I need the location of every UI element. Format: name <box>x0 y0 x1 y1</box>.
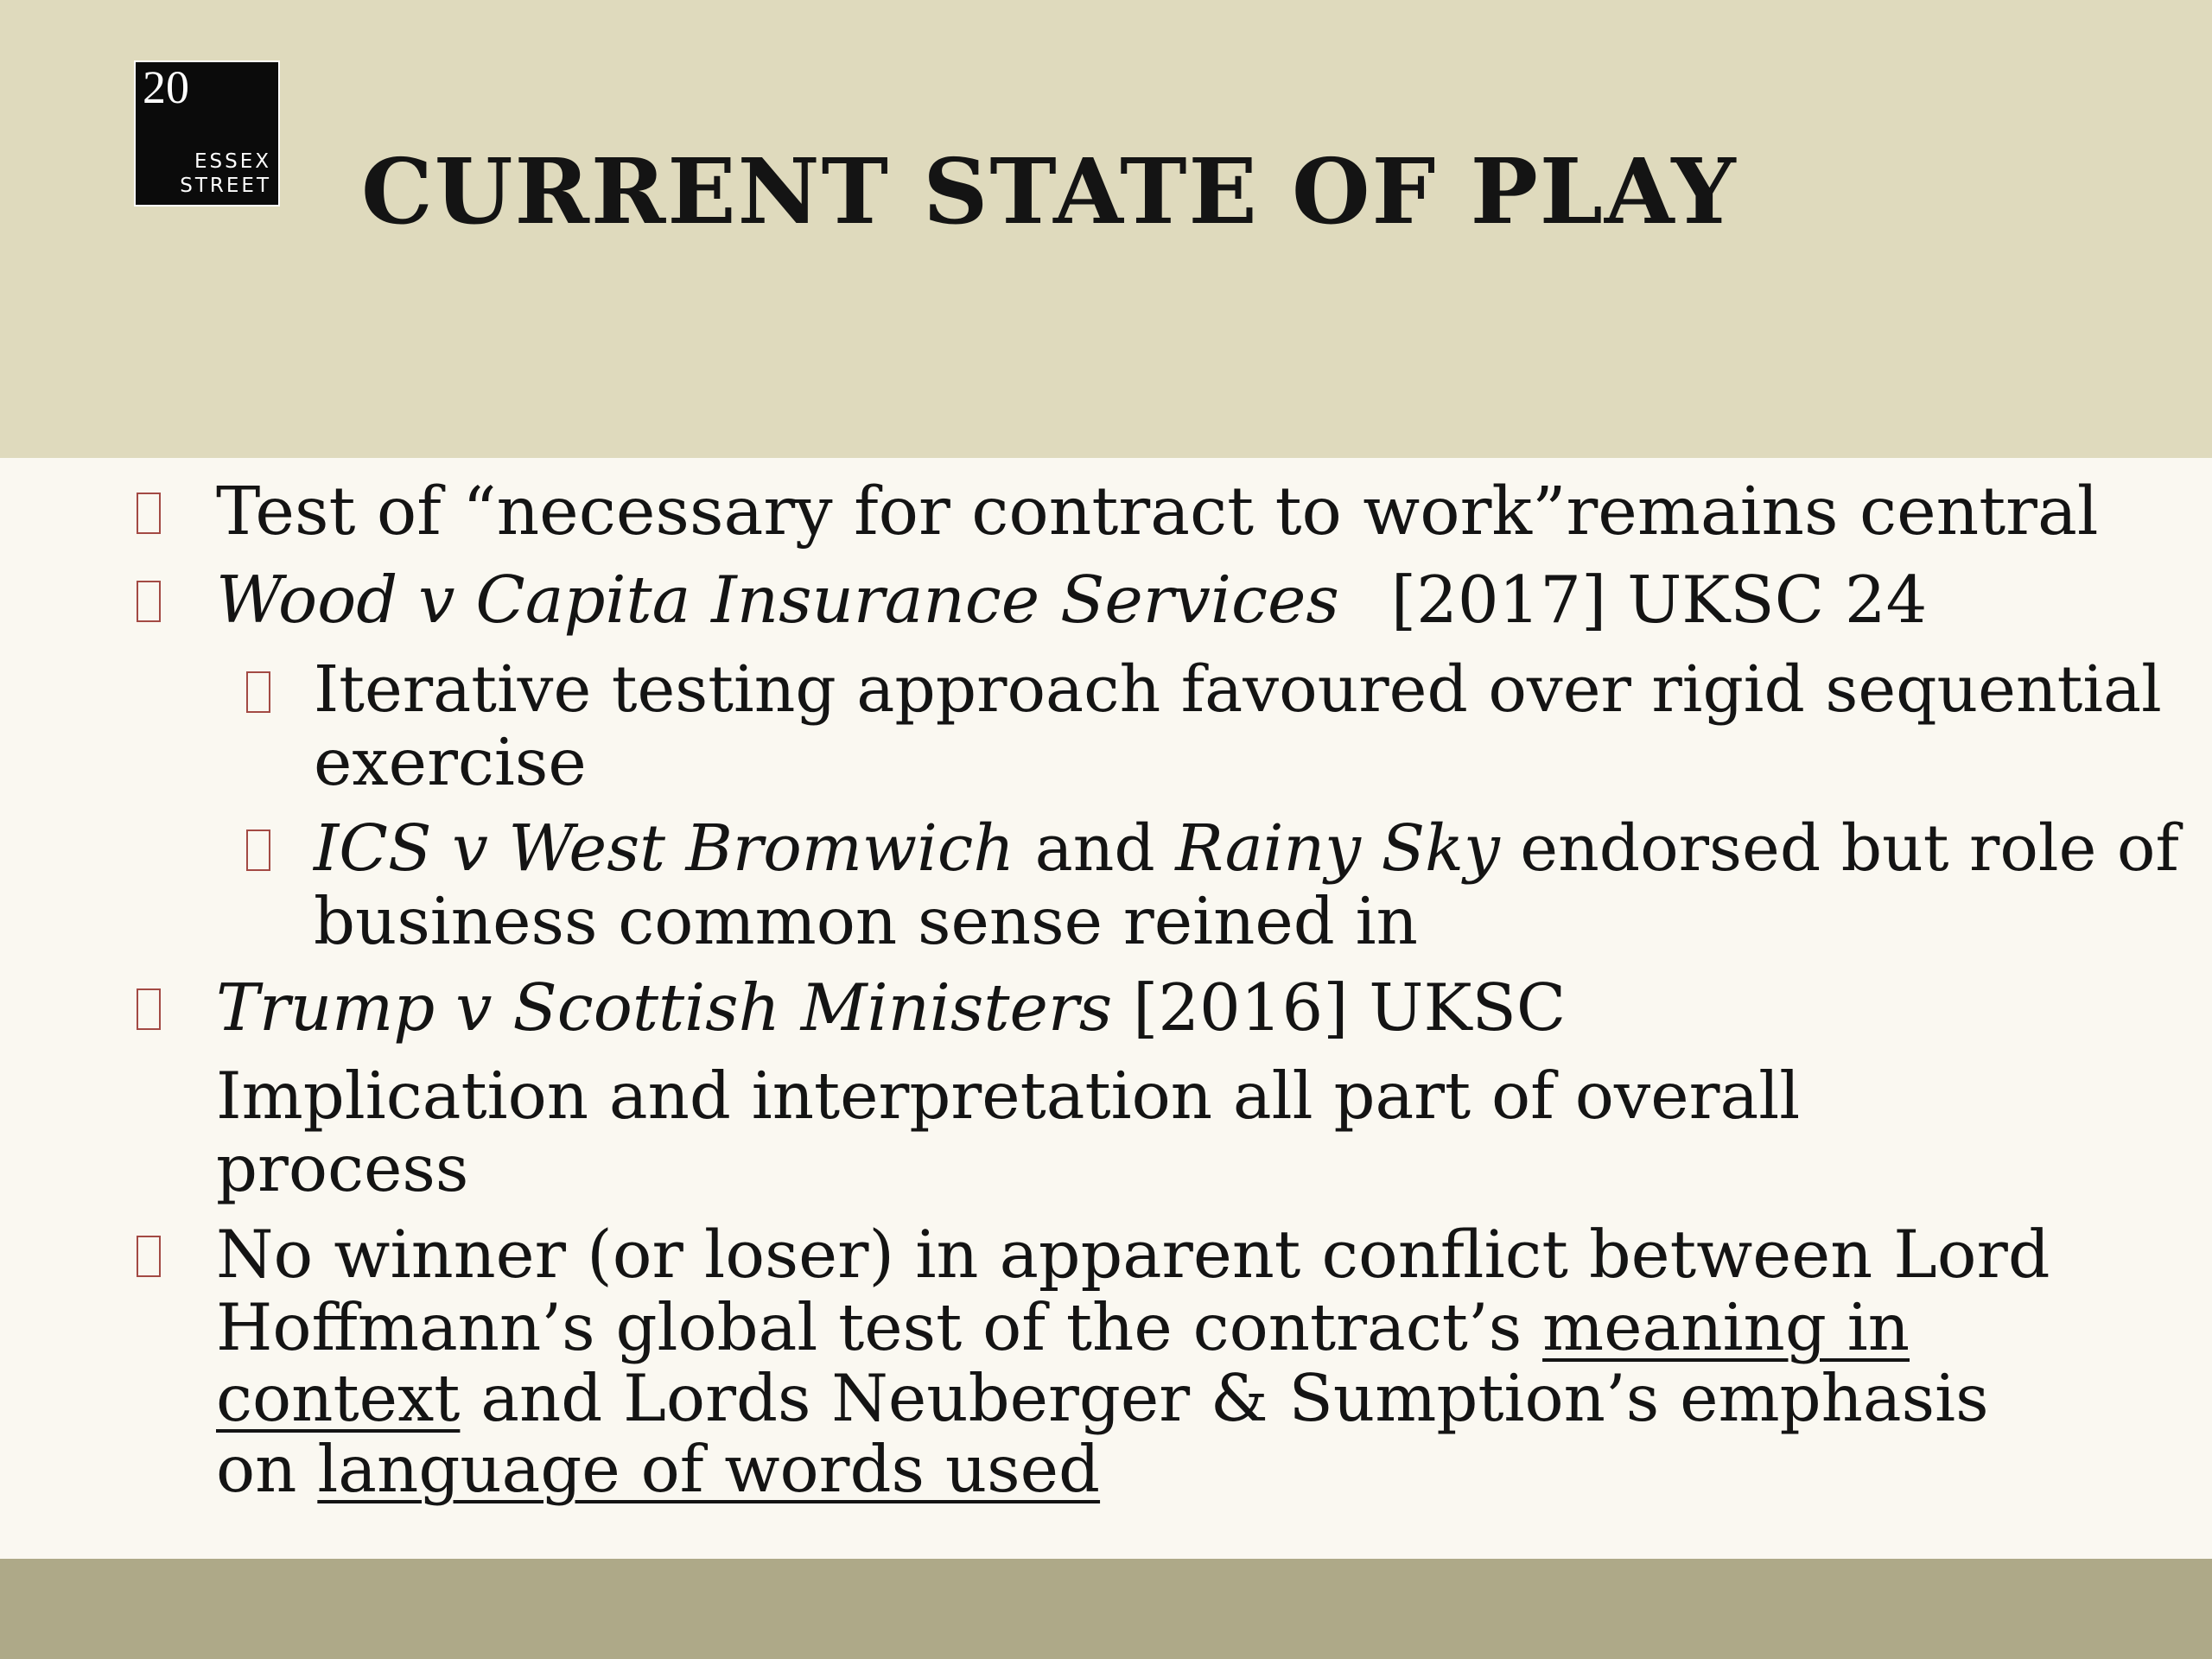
bullet-icon <box>246 830 270 871</box>
list-item-no-winner-line-1: No winner (or loser) in apparent conflict between Lord <box>216 1216 2050 1293</box>
list-item-necessary-test: Test of “necessary for contract to work”remains central <box>216 474 2099 550</box>
bullet-icon <box>137 1236 161 1277</box>
list-item-no-winner-line-4: on language of words used <box>216 1431 1101 1507</box>
logo-word-essex: ESSEX <box>194 150 271 173</box>
bullet-icon <box>137 988 161 1030</box>
citation-2016-uksc: [2016] UKSC <box>1112 969 1567 1046</box>
underlined-meaning-in: meaning in <box>1542 1289 1910 1365</box>
list-item-trump-line-1 <box>216 971 1566 1044</box>
bullet-icon <box>137 581 161 622</box>
list-item-no-winner-line-2: Hoffmann’s global test of the contract’s meaning in <box>216 1289 1910 1365</box>
underlined-context: context <box>216 1360 461 1436</box>
bullet-icon <box>137 493 161 534</box>
case-name-trump-v-scottish-ministers: Trump v Scottish Ministers <box>216 969 1113 1046</box>
list-item-no-winner-line-3: context and Lords Neuberger & Sumption’s emphasis <box>216 1360 1989 1436</box>
logo-number: 20 <box>143 61 189 113</box>
sub-item-ics-line-1: ICS v West Bromwich and Rainy Sky endorsed but role of <box>314 811 2179 886</box>
list-item-trump-line-3: process <box>216 1130 469 1206</box>
list-item-trump-line-2: Implication and interpretation all part of overall <box>216 1058 1801 1134</box>
citation-2017-uksc-24: [2017] UKSC 24 <box>1390 562 1928 638</box>
case-name-wood-v-capita: Wood v Capita Insurance Services <box>216 562 1339 638</box>
logo-word-street: STREET <box>180 175 271 197</box>
case-name-rainy-sky: Rainy Sky <box>1175 811 1500 886</box>
underlined-language-of-words-used: language of words used <box>317 1431 1101 1507</box>
case-name-ics-v-west-bromwich: ICS v West Bromwich <box>314 811 1015 886</box>
list-item-wood-v-capita <box>216 563 1927 636</box>
sub-item-iterative-line-1: Iterative testing approach favoured over rigid sequential <box>314 652 2162 727</box>
bullet-icon <box>246 671 270 713</box>
sub-item-ics-line-2: business common sense reined in <box>314 883 1418 959</box>
sub-item-iterative-line-2: exercise <box>314 724 587 800</box>
slide-title: CURRENT STATE OF PLAY <box>361 138 1738 245</box>
